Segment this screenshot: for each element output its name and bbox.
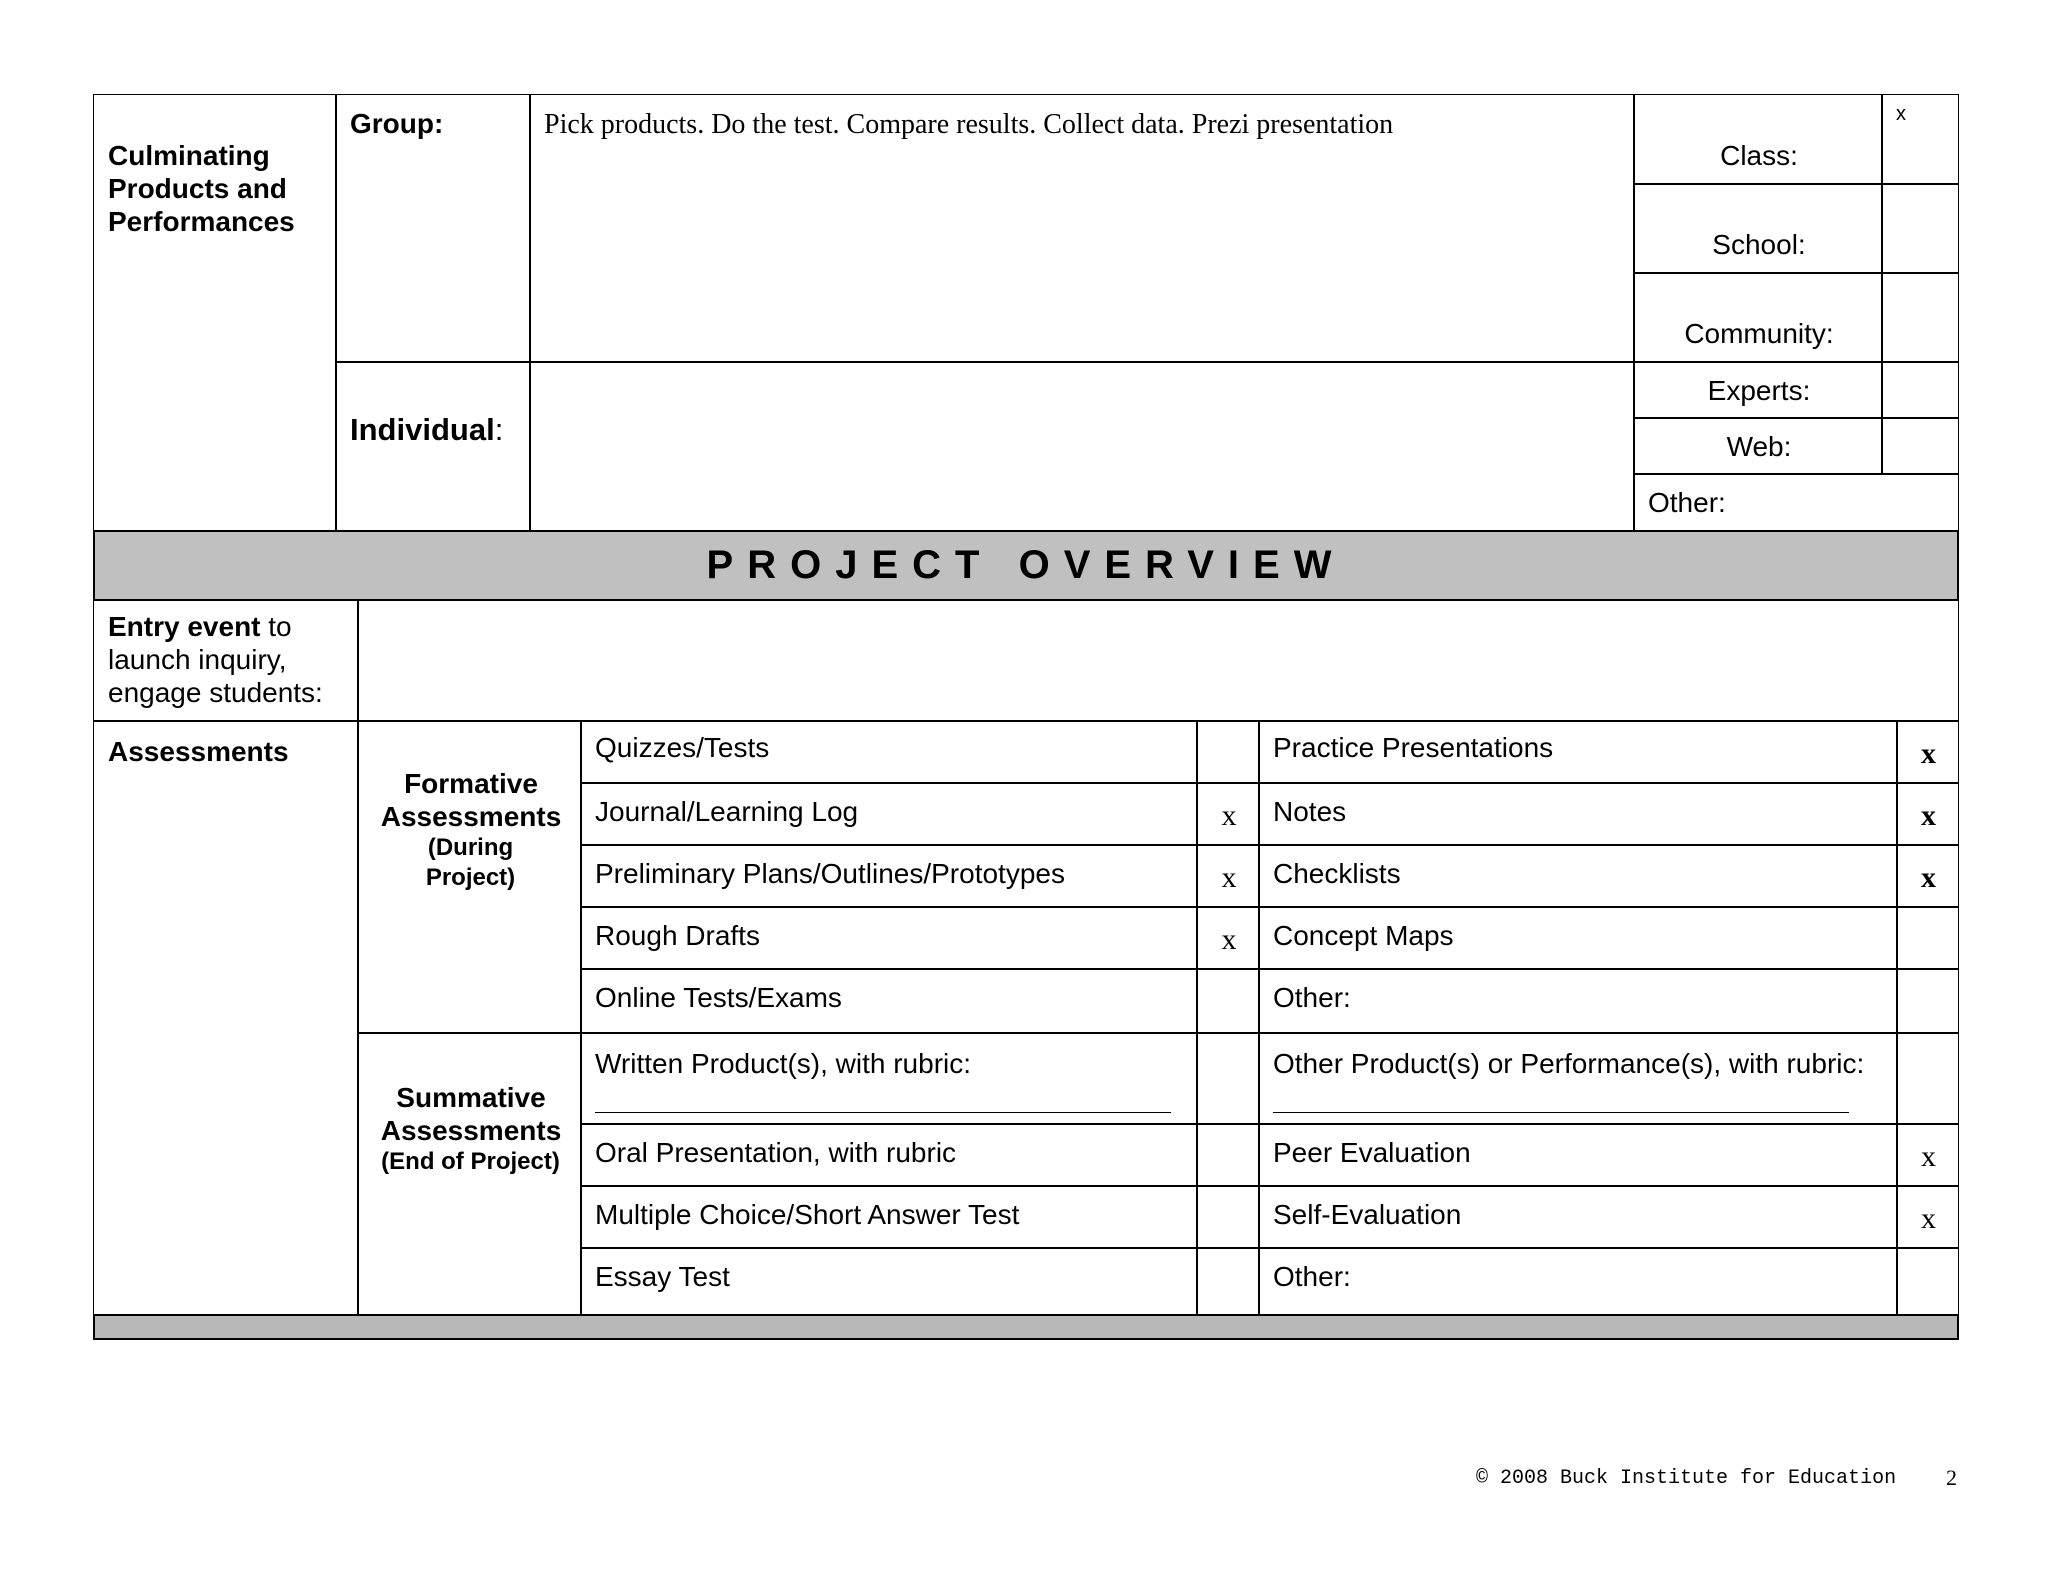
formative-check-mark: x: [1221, 923, 1237, 956]
group-text-cell[interactable]: [529, 94, 1635, 363]
summative-check-other[interactable]: [1896, 1247, 1959, 1316]
formative-right-label: Concept Maps: [1273, 920, 1454, 951]
summative-check-peer-evaluation[interactable]: [1896, 1123, 1959, 1187]
summative-row-peer-evaluation: [1258, 1123, 1898, 1187]
formative-sub: (During Project): [425, 834, 516, 891]
summative-check-oral[interactable]: [1196, 1123, 1260, 1187]
formative-row-quizzes-left: [580, 720, 1198, 784]
formative-right-label: Other:: [1273, 982, 1351, 1013]
culminating-title-cell: [93, 94, 337, 531]
formative-row-checklists: [1258, 844, 1898, 908]
summative-right-label: Peer Evaluation: [1273, 1137, 1471, 1168]
summative-label-cell: [357, 1032, 582, 1316]
group-label-cell: [335, 94, 531, 363]
formative-row-drafts-left: [580, 906, 1198, 970]
entry-event-text-cell[interactable]: [357, 599, 1959, 722]
summative-check-other-product[interactable]: [1896, 1032, 1959, 1125]
culminating-title: Culminating Products and Performances: [108, 140, 295, 237]
audience-community-cell: [1633, 272, 1883, 363]
summative-row-other: [1258, 1247, 1898, 1316]
summative-check-mc[interactable]: [1196, 1185, 1260, 1249]
copyright-notice: © 2008 Buck Institute for Education: [1476, 1467, 1897, 1490]
formative-right-label: Notes: [1273, 796, 1347, 827]
individual-label-cell: [335, 361, 531, 531]
summative-row-mc-left: [580, 1185, 1198, 1249]
formative-check-drafts[interactable]: [1196, 906, 1260, 970]
summative-check-essay[interactable]: [1196, 1247, 1260, 1316]
summative-row-other-product: [1258, 1032, 1898, 1125]
formative-left-label: Quizzes/Tests: [595, 732, 770, 763]
assessments-label-cell: [93, 720, 359, 1316]
audience-experts-checkbox[interactable]: [1881, 361, 1959, 419]
formative-row-notes: [1258, 782, 1898, 846]
audience-class-cell: [1633, 94, 1883, 185]
summative-right-label: Self-Evaluation: [1273, 1199, 1462, 1230]
bottom-band: [93, 1314, 1959, 1340]
audience-school-checkbox[interactable]: [1881, 183, 1959, 274]
audience-other-cell[interactable]: [1633, 473, 1959, 531]
formative-check-notes[interactable]: [1896, 782, 1959, 846]
project-overview-header: [93, 530, 1959, 601]
summative-check-mark: x: [1921, 1202, 1936, 1235]
formative-check-online[interactable]: [1196, 968, 1260, 1034]
formative-check-concept-maps[interactable]: [1896, 906, 1959, 970]
formative-left-label: Online Tests/Exams: [595, 982, 842, 1013]
formative-check-checklists[interactable]: [1896, 844, 1959, 908]
entry-event-label: [108, 610, 348, 709]
individual-label: Individual: [350, 412, 495, 447]
summative-row-essay-left: [580, 1247, 1198, 1316]
summative-left-label: Oral Presentation, with rubric: [595, 1137, 957, 1168]
audience-web-checkbox[interactable]: [1881, 417, 1959, 475]
formative-right-label: Practice Presentations: [1273, 732, 1554, 763]
summative-right-label: Other Product(s) or Performance(s), with rubric:: [1273, 1048, 1865, 1079]
formative-check-mark: x: [1921, 737, 1936, 770]
formative-right-label: Checklists: [1273, 858, 1401, 889]
assessments-label: Assessments: [108, 736, 289, 767]
formative-title: Formative Assessments: [380, 768, 562, 832]
audience-class-mark: x: [1896, 103, 1906, 125]
audience-class-label: Class:: [1720, 140, 1798, 171]
entry-event-label-cell: [93, 599, 359, 722]
entry-event-bold: Entry event: [108, 611, 261, 642]
summative-row-oral-left: [580, 1123, 1198, 1187]
formative-row-plans-left: [580, 844, 1198, 908]
audience-community-checkbox[interactable]: [1881, 272, 1959, 363]
project-overview-title: PROJECT OVERVIEW: [706, 543, 1346, 587]
formative-row-other: [1258, 968, 1898, 1034]
audience-other-label: Other:: [1648, 487, 1726, 518]
individual-text-cell[interactable]: [529, 361, 1635, 531]
individual-label-wrap: [350, 412, 503, 448]
summative-check-self-evaluation[interactable]: [1896, 1185, 1959, 1249]
audience-experts-cell: [1633, 361, 1883, 419]
audience-school-cell: [1633, 183, 1883, 274]
summative-check-mark: x: [1921, 1140, 1936, 1173]
formative-check-plans[interactable]: [1196, 844, 1260, 908]
entry-event-rest: to launch inquiry, engage students:: [108, 611, 323, 708]
formative-left-label: Rough Drafts: [595, 920, 760, 951]
summative-row-self-evaluation: [1258, 1185, 1898, 1249]
formative-row-online-left: [580, 968, 1198, 1034]
formative-row-concept-maps: [1258, 906, 1898, 970]
formative-row-practice-presentations: [1258, 720, 1898, 784]
summative-left-label: Essay Test: [595, 1261, 730, 1292]
summative-check-written[interactable]: [1196, 1032, 1260, 1125]
formative-check-practice-presentations[interactable]: [1896, 720, 1959, 784]
individual-colon: :: [494, 412, 504, 447]
page-number: 2: [1946, 1465, 1957, 1490]
group-text: Pick products. Do the test. Compare results. Collect data. Prezi presentation: [544, 109, 1394, 140]
audience-web-cell: [1633, 417, 1883, 475]
summative-left-label: Multiple Choice/Short Answer Test: [595, 1199, 1020, 1230]
summative-row-written-left: [580, 1032, 1198, 1125]
audience-community-label: Community:: [1684, 318, 1834, 349]
formative-check-mark: x: [1221, 799, 1237, 832]
formative-left-label: Preliminary Plans/Outlines/Prototypes: [595, 858, 1065, 889]
summative-right-label: Other:: [1273, 1261, 1351, 1292]
other-product-underline: [1273, 1112, 1849, 1113]
audience-web-label: Web:: [1726, 431, 1792, 462]
formative-check-mark: x: [1921, 799, 1936, 832]
audience-experts-label: Experts:: [1707, 375, 1811, 406]
formative-row-journal-left: [580, 782, 1198, 846]
formative-check-quizzes[interactable]: [1196, 720, 1260, 784]
summative-title: Summative Assessments: [380, 1082, 562, 1146]
written-product-underline: [595, 1112, 1171, 1113]
formative-check-journal[interactable]: [1196, 782, 1260, 846]
formative-check-mark: x: [1221, 861, 1237, 894]
formative-label-cell: [357, 720, 582, 1034]
group-label: Group:: [350, 108, 444, 139]
formative-check-mark: x: [1921, 861, 1936, 894]
audience-class-checkbox[interactable]: [1881, 94, 1959, 185]
audience-school-label: School:: [1712, 229, 1806, 260]
formative-left-label: Journal/Learning Log: [595, 796, 859, 827]
summative-left-label: Written Product(s), with rubric:: [595, 1048, 972, 1079]
formative-check-other[interactable]: [1896, 968, 1959, 1034]
summative-sub: (End of Project): [381, 1148, 560, 1175]
